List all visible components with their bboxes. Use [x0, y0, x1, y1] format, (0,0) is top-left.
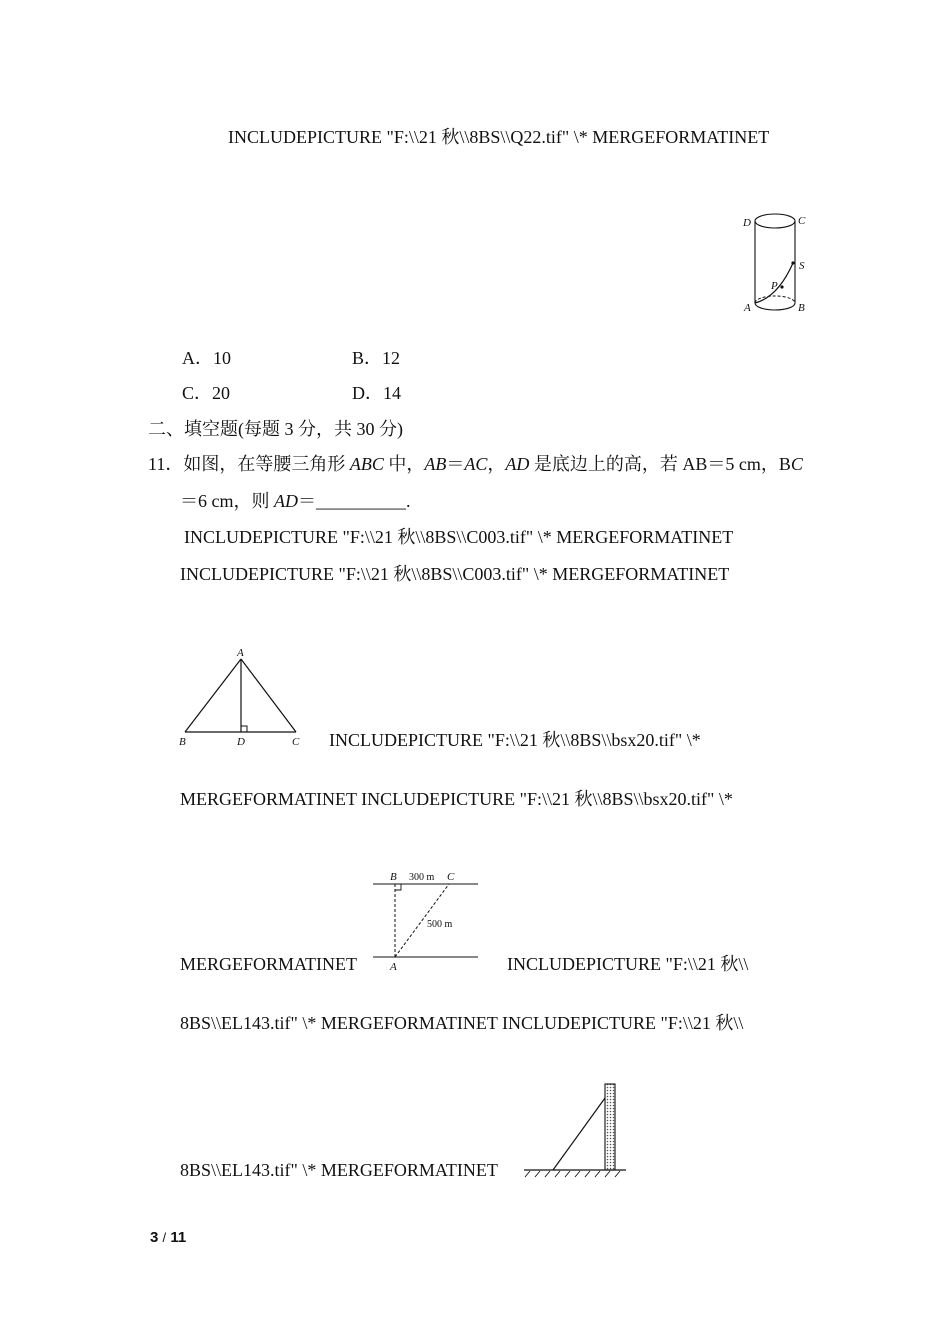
choice-d: D．14	[352, 383, 401, 403]
triangle-label-b: B	[179, 736, 186, 748]
field-code-c003-1: INCLUDEPICTURE "F:\\21 秋\\8BS\\C003.tif" \* MERGEFORMATINET	[184, 527, 734, 547]
river-label-c: C	[447, 871, 455, 883]
triangle-figure	[175, 645, 310, 750]
question-11-line-2	[180, 490, 411, 512]
question-11-line-1	[148, 453, 803, 475]
field-code-el143-2: 8BS\\EL143.tif" \* MERGEFORMATINET INCLUDEPICTURE "F:\\21 秋\\	[180, 1013, 744, 1033]
page-current: 3	[150, 1229, 159, 1246]
q11-ab2: AB	[682, 454, 708, 474]
q11-text: 是底边上的高，若	[529, 454, 683, 474]
q11-ab: AB	[424, 454, 447, 474]
page-number	[150, 1229, 186, 1246]
q11-text: ，	[487, 454, 506, 474]
cylinder-label-a: A	[744, 302, 751, 314]
river-label-b: B	[390, 871, 397, 883]
choice-b: B．12	[352, 348, 401, 368]
q11-text: ＝	[446, 454, 465, 474]
river-figure	[370, 866, 482, 974]
q11-text: ＝6 cm，则	[180, 491, 274, 511]
choice-c: C．20	[182, 383, 231, 403]
ladder-wall-figure	[522, 1080, 628, 1178]
triangle-label-c: C	[292, 736, 300, 748]
choice-a: A．10	[182, 348, 231, 368]
page-separator: /	[162, 1230, 167, 1245]
q11-ad: AD	[505, 454, 530, 474]
q11-text: 中，	[383, 454, 425, 474]
river-label-a: A	[390, 961, 397, 973]
cylinder-label-d: D	[743, 217, 751, 229]
field-code-el143-1: INCLUDEPICTURE "F:\\21 秋\\	[507, 954, 749, 974]
section-heading: 二、填空题(每题 3 分，共 30 分)	[148, 419, 403, 439]
field-code-q22: INCLUDEPICTURE "F:\\21 秋\\8BS\\Q22.tif" \* MERGEFORMATINET	[228, 127, 770, 147]
field-code-bsx20-1: INCLUDEPICTURE "F:\\21 秋\\8BS\\bsx20.tif" \*	[329, 730, 701, 750]
cylinder-label-p: P	[771, 280, 778, 292]
field-code-bsx20-2: MERGEFORMATINET INCLUDEPICTURE "F:\\21 秋\\8BS\\bsx20.tif" \*	[180, 789, 733, 809]
cylinder-figure	[738, 205, 818, 320]
river-distance-top: 300 m	[409, 872, 435, 883]
q11-text: ＝5 cm，B	[707, 454, 791, 474]
river-distance-slant: 500 m	[427, 919, 453, 930]
q11-abc: ABC	[349, 454, 384, 474]
q11-ac: AC	[464, 454, 488, 474]
question-number: 11．	[148, 454, 184, 474]
triangle-label-a: A	[237, 647, 244, 659]
cylinder-label-b: B	[798, 302, 805, 314]
page-total: 11	[170, 1229, 187, 1246]
cylinder-label-c: C	[798, 215, 806, 227]
q11-ad2: AD	[274, 491, 298, 511]
q11-text: 如图，在等腰三角形	[183, 454, 350, 474]
cylinder-label-s: S	[799, 260, 805, 272]
field-code-el143-3: 8BS\\EL143.tif" \* MERGEFORMATINET	[180, 1160, 498, 1180]
field-code-bsx20-3: MERGEFORMATINET	[180, 954, 358, 974]
q11-answer-blank: ＝__________.	[298, 491, 411, 511]
triangle-label-d: D	[237, 736, 245, 748]
q11-c: C	[790, 454, 803, 474]
field-code-c003-2: INCLUDEPICTURE "F:\\21 秋\\8BS\\C003.tif" \* MERGEFORMATINET	[180, 564, 730, 584]
